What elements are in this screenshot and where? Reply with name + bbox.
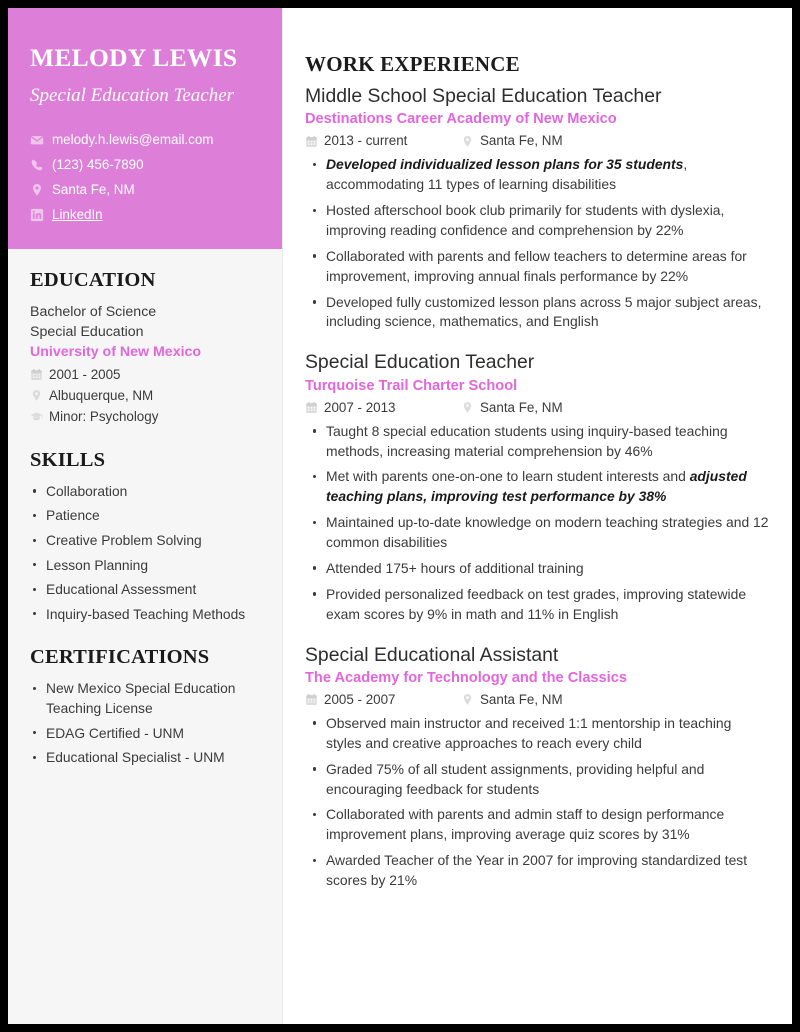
skills-heading: SKILLS — [30, 448, 106, 471]
education-minor-row — [30, 407, 260, 427]
certifications-heading: CERTIFICATIONS — [30, 646, 210, 669]
job-company: Destinations Career Academy of New Mexico — [305, 111, 617, 128]
phone-icon — [30, 158, 44, 172]
main-column — [283, 8, 792, 1024]
list-item: Patience — [30, 506, 260, 526]
job-bullet-list — [305, 155, 770, 332]
candidate-subtitle: Special Education Teacher — [30, 85, 235, 107]
education-heading: EDUCATION — [30, 269, 156, 292]
education-dates: 2001 - 2005 — [49, 366, 121, 382]
contact-location-text: Santa Fe, NM — [52, 181, 135, 197]
list-item: Inquiry-based Teaching Methods — [30, 605, 260, 625]
calendar-icon — [305, 135, 318, 148]
bullet-emphasis: Developed individualized lesson plans for 35 students — [326, 156, 684, 173]
location-pin-icon — [461, 693, 474, 706]
list-item: Educational Specialist - UNM — [30, 748, 260, 768]
certifications-list — [30, 679, 260, 767]
candidate-name: MELODY LEWIS — [30, 43, 238, 72]
resume-page — [8, 8, 792, 1024]
skills-list — [30, 482, 260, 624]
list-item: Observed main instructor and received 1:1 mentorship in teaching styles and creative approaches to reach every child — [305, 714, 770, 754]
list-item: Developed fully customized lesson plans across 5 major subject areas, including science, mathematics, and English — [305, 293, 770, 333]
work-experience-heading: WORK EXPERIENCE — [305, 52, 520, 76]
job-title: Special Education Teacher — [305, 351, 535, 374]
job-dates: 2005 - 2007 — [324, 691, 396, 707]
list-item: New Mexico Special Education Teaching License — [30, 679, 260, 718]
location-pin-icon — [461, 401, 474, 414]
calendar-icon — [30, 368, 43, 381]
contact-email-text: melody.h.lewis@email.com — [52, 131, 214, 147]
list-item: Educational Assessment — [30, 580, 260, 600]
list-item: Met with parents one-on-one to learn student interests and adjusted teaching plans, improving test performance by 38% — [305, 467, 770, 507]
job-location-row — [461, 131, 563, 151]
list-item: Awarded Teacher of the Year in 2007 for improving standardized test scores by 21% — [305, 851, 770, 891]
sidebar-body — [8, 249, 282, 1024]
contact-item-linkedin[interactable] — [30, 207, 260, 223]
job-dates-row — [305, 690, 457, 710]
job-bullet-list — [305, 422, 770, 625]
list-item: Taught 8 special education students using inquiry-based teaching methods, increasing material comprehension by 46% — [305, 422, 770, 462]
contact-linkedin-link[interactable]: LinkedIn — [52, 207, 103, 223]
education-minor: Minor: Psychology — [49, 408, 159, 424]
job-meta — [305, 398, 770, 418]
education-section — [30, 269, 260, 427]
job-location: Santa Fe, NM — [480, 399, 563, 415]
list-item: Developed individualized lesson plans for 35 students, accommodating 11 types of learning disabilities — [305, 155, 770, 195]
graduation-cap-icon — [30, 410, 43, 423]
sidebar-header — [8, 8, 282, 249]
job-company: The Academy for Technology and the Classics — [305, 669, 627, 686]
certifications-section — [30, 646, 260, 767]
education-dates-row — [30, 365, 260, 385]
work-experience-list — [305, 85, 770, 891]
location-pin-icon — [30, 389, 43, 402]
list-item: Attended 175+ hours of additional training — [305, 559, 770, 579]
list-item: Maintained up-to-date knowledge on modern teaching strategies and 12 common disabilities — [305, 513, 770, 553]
work-experience-entry — [305, 644, 770, 891]
contact-item-phone[interactable] — [30, 157, 260, 173]
job-dates: 2013 - current — [324, 133, 408, 149]
education-field: Special Education — [30, 324, 144, 341]
job-location: Santa Fe, NM — [480, 691, 563, 707]
calendar-icon — [305, 693, 318, 706]
job-meta — [305, 131, 770, 151]
job-location: Santa Fe, NM — [480, 133, 563, 149]
bullet-emphasis: adjusted teaching plans, improving test performance by 38% — [326, 468, 747, 505]
education-location: Albuquerque, NM — [49, 387, 154, 403]
contact-list — [30, 132, 260, 223]
contact-item-email[interactable] — [30, 132, 260, 148]
envelope-icon — [30, 133, 44, 147]
contact-phone-text: (123) 456-7890 — [52, 156, 144, 172]
work-experience-entry — [305, 85, 770, 332]
linkedin-icon — [30, 208, 44, 222]
work-experience-entry — [305, 351, 770, 624]
list-item: Collaborated with parents and admin staff to design performance improvement plans, improving average quiz scores by 31% — [305, 805, 770, 845]
education-location-row — [30, 386, 260, 406]
list-item: Collaboration — [30, 482, 260, 502]
job-location-row — [461, 398, 563, 418]
skills-section — [30, 449, 260, 624]
list-item: Lesson Planning — [30, 556, 260, 576]
contact-item-location — [30, 182, 260, 198]
job-title: Middle School Special Education Teacher — [305, 85, 662, 107]
list-item: Hosted afterschool book club primarily for students with dyslexia, improving reading confidence and comprehension by 22% — [305, 201, 770, 241]
job-bullet-list — [305, 714, 770, 891]
job-title: Special Educational Assistant — [305, 643, 559, 666]
job-company: Turquoise Trail Charter School — [305, 377, 518, 394]
calendar-icon — [305, 401, 318, 414]
job-meta — [305, 690, 770, 710]
education-school: University of New Mexico — [30, 344, 202, 361]
job-location-row — [461, 690, 563, 710]
list-item: Graded 75% of all student assignments, providing helpful and encouraging feedback for students — [305, 760, 770, 800]
sidebar — [8, 8, 283, 1024]
job-dates: 2007 - 2013 — [324, 399, 396, 415]
education-degree: Bachelor of Science — [30, 304, 157, 321]
list-item: EDAG Certified - UNM — [30, 724, 260, 744]
list-item: Collaborated with parents and fellow teachers to determine areas for improvement, improving annual finals performance by 22% — [305, 247, 770, 287]
location-pin-icon — [30, 183, 44, 197]
job-dates-row — [305, 398, 457, 418]
location-pin-icon — [461, 135, 474, 148]
list-item: Provided personalized feedback on test grades, improving statewide exam scores by 9% in math and 11% in English — [305, 585, 770, 625]
job-dates-row — [305, 131, 457, 151]
list-item: Creative Problem Solving — [30, 531, 260, 551]
